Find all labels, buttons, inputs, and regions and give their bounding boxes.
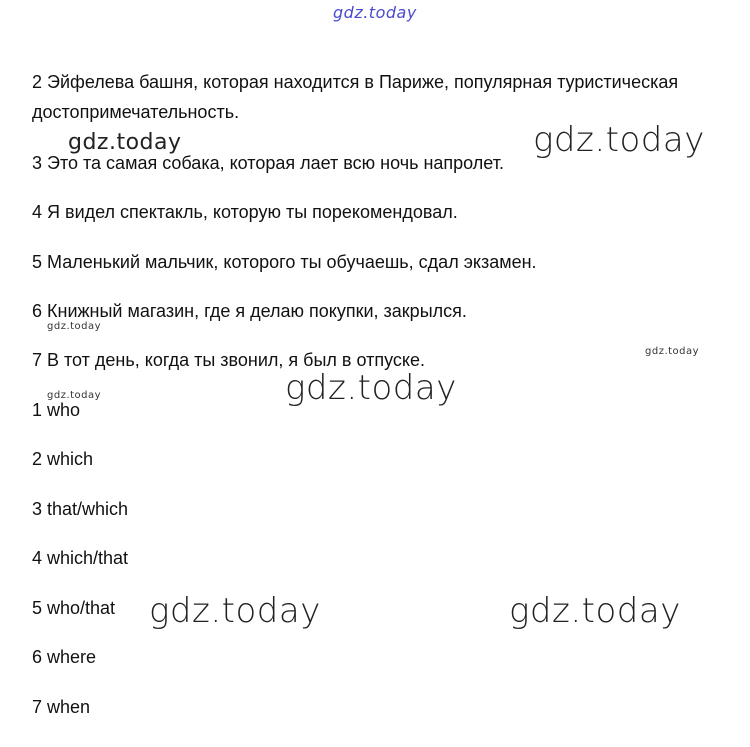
watermark-small-right: gdz.today — [645, 346, 700, 357]
watermark-bottom-left: gdz.today — [149, 591, 321, 631]
answer-1: 1 who — [32, 400, 81, 420]
watermark-top: gdz.today — [333, 3, 417, 22]
sentence-4: 4 Я видел спектакль, которую ты порекомендовал. — [32, 202, 458, 222]
answer-6: 6 where — [32, 647, 97, 667]
answer-5: 5 who/that — [32, 598, 116, 618]
sentence-7: 7 В тот день, когда ты звонил, я был в отпуске. — [32, 350, 425, 370]
watermark-small-left-1: gdz.today — [47, 321, 102, 332]
sentence-6: 6 Книжный магазин, где я делаю покупки, закрылся. — [32, 301, 467, 321]
answer-3: 3 that/which — [32, 499, 129, 519]
answer-7: 7 when — [32, 697, 91, 717]
watermark-left-upper: gdz.today — [68, 130, 182, 155]
watermark-small-left-2: gdz.today — [47, 390, 102, 401]
answer-4: 4 which/that — [32, 548, 129, 568]
sentence-3: 3 Это та самая собака, которая лает всю ночь напролет. — [32, 153, 504, 173]
sentence-2-line-1: 2 Эйфелева башня, которая находится в Париже, популярная туристическая — [32, 72, 679, 92]
watermark-bottom-right: gdz.today — [509, 591, 681, 631]
watermark-center: gdz.today — [285, 368, 457, 408]
watermark-right-upper: gdz.today — [533, 120, 705, 160]
sentence-5: 5 Маленький мальчик, которого ты обучаешь, сдал экзамен. — [32, 252, 537, 272]
answer-2: 2 which — [32, 449, 94, 469]
sentence-2-line-2: достопримечательность. — [32, 102, 240, 122]
